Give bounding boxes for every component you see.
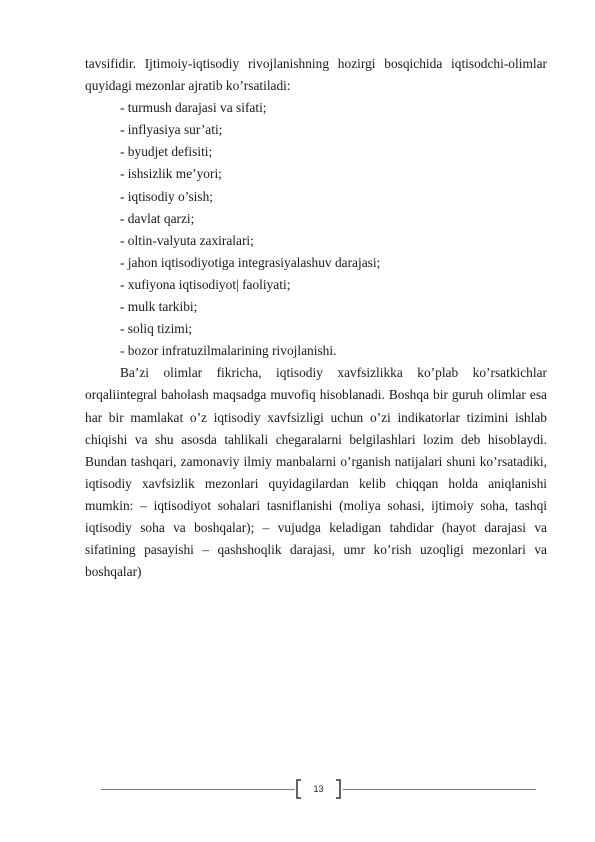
- document-body: [85, 53, 547, 583]
- footer-rule-right: [343, 789, 536, 790]
- list-item: - iqtisodiy o’sish;: [120, 188, 214, 204]
- list-item: - turmush darajasi va sifati;: [120, 100, 267, 116]
- list-item: - davlat qarzi;: [120, 210, 195, 226]
- closing-paragraph: Ba’zi olimlar fikricha, iqtisodiy xavfsizlikka ko’plab ko’rsatkichlar orqaliintegral baholash maqsadga muvofiq hisoblanadi. Boshqa bir guruh olimlar esa har bir mamlakat o’z iqtisodiy xavfsizligi uchun o’zi indikatorlar tizimini ishlab chiqishi va shu asosda tahlikali chegaralarni belgilashlari lozim deb hisoblaydi. Bundan tashqari, zamonaviy ilmiy manbalarni o’rganish natijalari shuni ko’rsatadiki, iqtisodiy xavfsizlik mezonlari quyidagilardan kelib chiqqan holda aniqlanishi mumkin: – iqtisodiyot sohalari tasniflanishi (moliya sohasi, ijtimoiy soha, tashqi iqtisodiy soha va boshqalar); – vujudga keladigan tahdidar (hayot darajasi va sifatining pasayishi – qashshoqlik darajasi, umr ko’rish uzoqligi mezonlari va boshqalar): [85, 365, 547, 580]
- page-footer: [0, 778, 595, 808]
- list-item: - soliq tizimi;: [120, 321, 193, 337]
- list-item: - mulk tarkibi;: [120, 299, 198, 315]
- page-number-bracket-right: [336, 779, 341, 799]
- footer-rule-left: [101, 789, 295, 790]
- list-item: - ishsizlik me’yori;: [120, 166, 222, 182]
- page-number: 13: [313, 784, 324, 794]
- criteria-list: [85, 97, 547, 362]
- list-item: - bozor infratuzilmalarining rivojlanishi.: [120, 343, 337, 359]
- list-item: - oltin-valyuta zaxiralari;: [120, 232, 254, 248]
- list-item: - byudjet defisiti;: [120, 144, 213, 160]
- list-item: - xufiyona iqtisodiyot| faoliyati;: [120, 276, 291, 292]
- list-item: - jahon iqtisodiyotiga integrasiyalashuv darajasi;: [120, 254, 381, 270]
- list-item: - inflyasiya sur’ati;: [120, 122, 223, 138]
- intro-paragraph: tavsifidir. Ijtimoiy-iqtisodiy rivojlanishning hozirgi bosqichida iqtisodchi-olimlar quyidagi mezonlar ajratib ko’rsatiladi:: [85, 56, 547, 94]
